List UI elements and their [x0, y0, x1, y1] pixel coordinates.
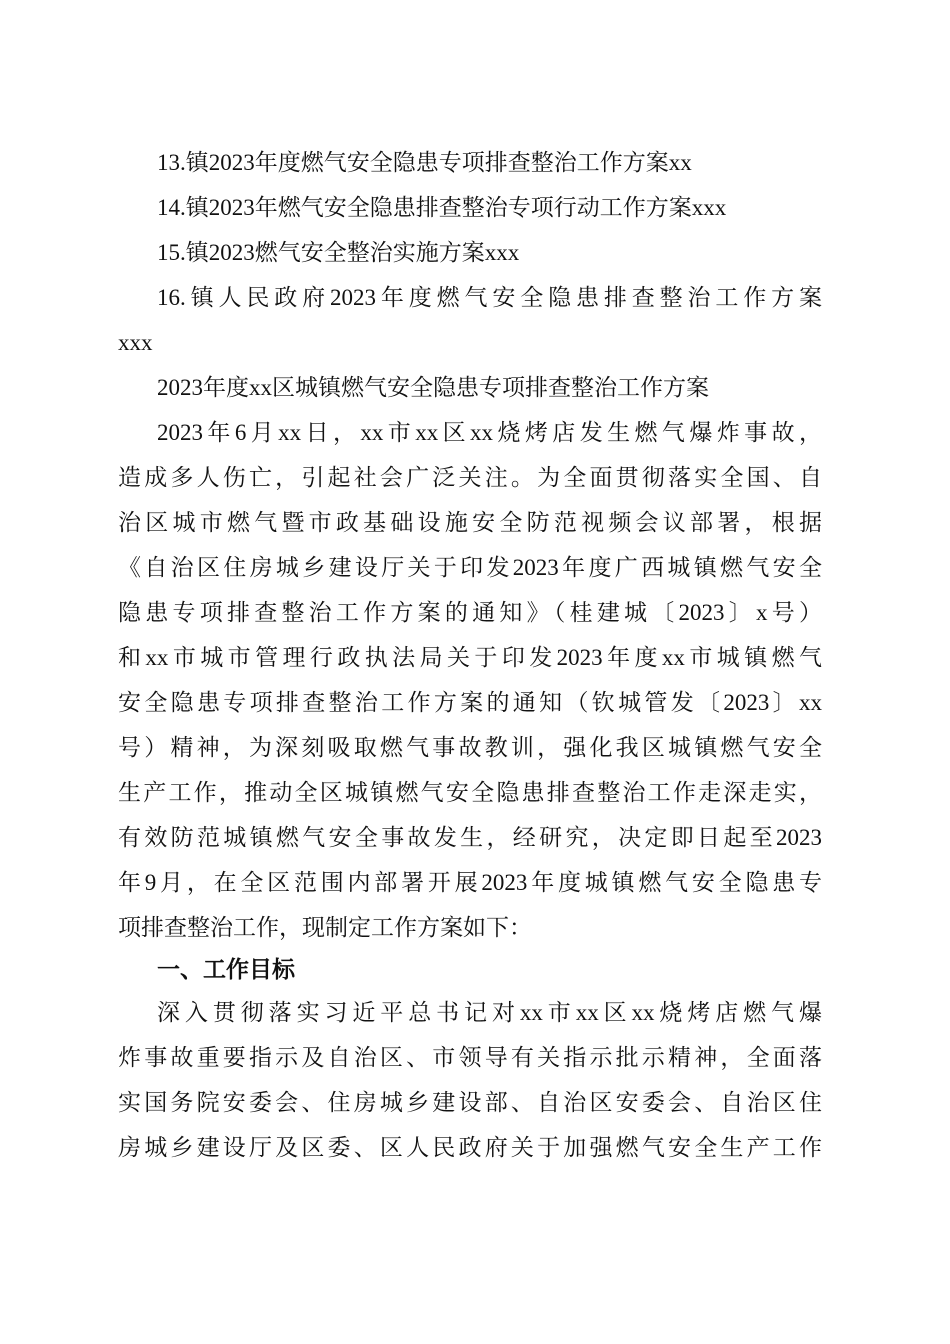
section-heading: 一、工作目标: [157, 957, 295, 983]
list-item: 14.镇2023年燃气安全隐患排查整治专项行动工作方案xxx: [157, 195, 727, 220]
paragraph-line: 隐患专项排查整治工作方案的通知》（桂建城〔2023〕x号）: [118, 600, 822, 625]
paragraph-line: 造成多人伤亡，引起社会广泛关注。为全面贯彻落实全国、自: [118, 465, 822, 490]
list-item-continuation: xxx: [118, 330, 153, 355]
paragraph-line: 生产工作，推动全区城镇燃气安全隐患排查整治工作走深走实，: [118, 780, 822, 805]
paragraph-line: 实国务院安委会、住房城乡建设部、自治区安委会、自治区住: [118, 1090, 822, 1115]
list-item: 15.镇2023燃气安全整治实施方案xxx: [157, 240, 520, 265]
paragraph-line: 和xx市城市管理行政执法局关于印发2023年度xx市城镇燃气: [118, 645, 822, 670]
paragraph-line: 项排查整治工作，现制定工作方案如下：: [118, 915, 532, 940]
paragraph-line: 安全隐患专项排查整治工作方案的通知（钦城管发〔2023〕xx: [118, 690, 822, 715]
paragraph-line: 年9月，在全区范围内部署开展2023年度城镇燃气安全隐患专: [118, 870, 822, 895]
paragraph-line: 治区城市燃气暨市政基础设施安全防范视频会议部署，根据: [118, 510, 822, 535]
paragraph-line: 炸事故重要指示及自治区、市领导有关指示批示精神，全面落: [118, 1045, 822, 1070]
paragraph-line: 《自治区住房城乡建设厅关于印发2023年度广西城镇燃气安全: [118, 555, 822, 580]
paragraph-line: 有效防范城镇燃气安全事故发生，经研究，决定即日起至2023: [118, 825, 822, 850]
list-item: 13.镇2023年度燃气安全隐患专项排查整治工作方案xx: [157, 150, 692, 175]
paragraph-line: 2023年6月xx日，xx市xx区xx烧烤店发生燃气爆炸事故，: [157, 420, 822, 445]
paragraph-line: 深入贯彻落实习近平总书记对xx市xx区xx烧烤店燃气爆: [157, 1000, 822, 1025]
document-title: 2023年度xx区城镇燃气安全隐患专项排查整治工作方案: [157, 375, 709, 400]
paragraph-line: 房城乡建设厅及区委、区人民政府关于加强燃气安全生产工作: [118, 1135, 822, 1160]
list-item: 16.镇人民政府2023年度燃气安全隐患排查整治工作方案: [157, 285, 822, 310]
paragraph-line: 号）精神，为深刻吸取燃气事故教训，强化我区城镇燃气安全: [118, 735, 822, 760]
